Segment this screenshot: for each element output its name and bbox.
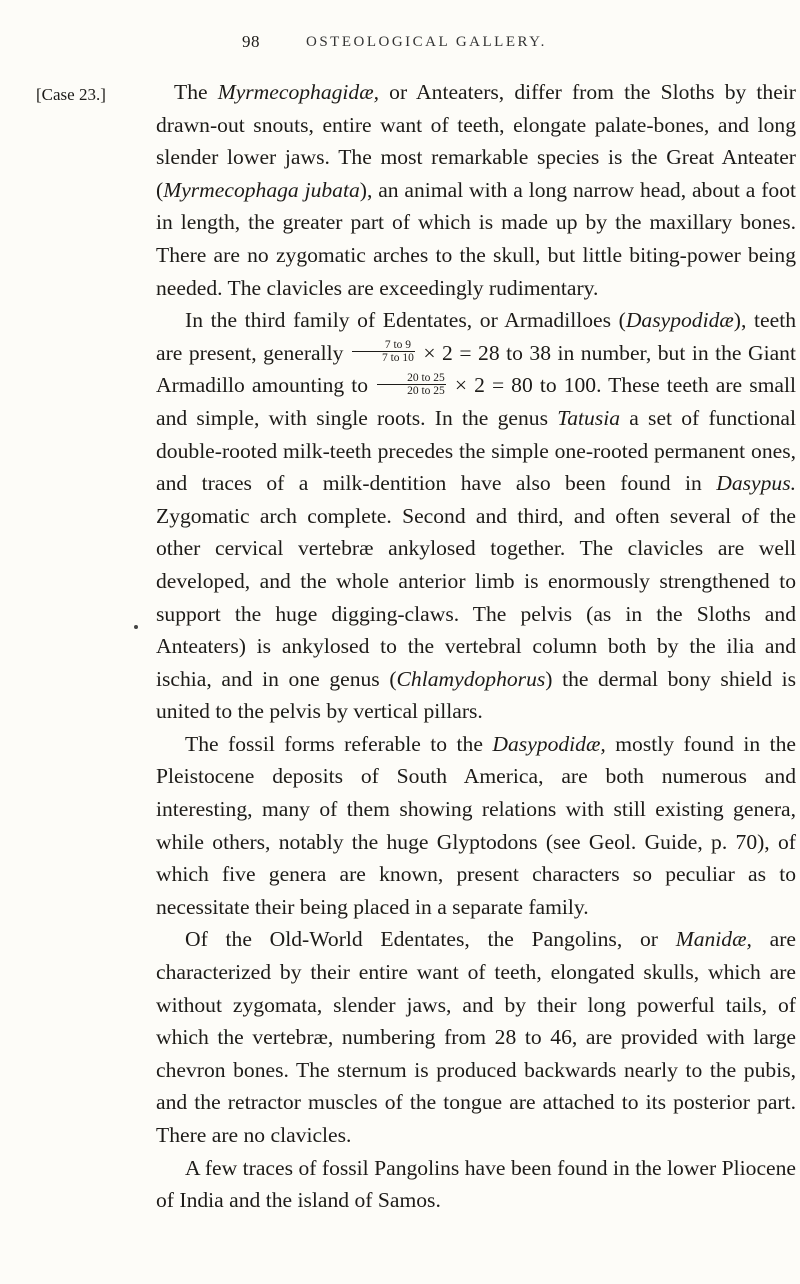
taxon-myrmecophagidae: Myrmecophagidæ,	[217, 80, 380, 104]
dental-fraction-giant: $\frac{20 to 25}{20 to 25}$	[377, 372, 446, 397]
running-title: OSTEOLOGICAL GALLERY.	[306, 34, 547, 50]
taxon-manidae: Manidæ,	[675, 927, 752, 952]
taxon-tatusia: Tatusia	[557, 405, 621, 430]
body-text	[156, 76, 796, 1217]
paragraph-pangolins: Of the Old-World Edentates, the Pangolins, or Manidæ, are characterized by their entire want of teeth, elongated skulls, which are without zygomata, slender jaws, and by their long powerful tails, of which the vertebræ, numbering from 28 to 46, are provided with large chevron bones. The sternum is produced backwards nearly to the pubis, and the retractor muscles of the tongue are attached to its posterior part. There are no clavicles.	[156, 927, 796, 1147]
taxon-myrmecophaga-jubata: Myrmecophaga jubata	[163, 177, 360, 202]
page-number: 98	[242, 32, 260, 51]
case-reference: [Case 23.]	[36, 85, 106, 104]
taxon-dasypodidae-fossil: Dasypodidæ,	[492, 731, 606, 756]
dental-fraction-common: $\frac{7 to 9}{7 to 10}$	[352, 339, 415, 364]
paragraph-anteaters: The Myrmecophagidæ, or Anteaters, differ from the Sloths by their drawn-out snouts, entire want of teeth, elongate palate-bones, and long slender lower jaws. The most remarkable species is the Great Anteater (Myrmecophaga jubata), an animal with a long narrow head, about a foot in length, the greater part of which is made up by the maxillary bones. There are no zygomatic arches to the skull, but little biting-power being needed. The clavicles are exceedingly rudimentary.	[156, 80, 796, 300]
taxon-chlamydophorus: Chlamydophorus	[396, 666, 546, 691]
paragraph-fossil-pangolins: A few traces of fossil Pangolins have been found in the lower Pliocene of India and the island of Samos.	[156, 1155, 796, 1213]
margin-mark	[134, 625, 138, 629]
paragraph-armadilloes: In the third family of Edentates, or Armadilloes (Dasypodidæ), teeth are present, generally $\frac{7 to 9}{7 to 10}$ × 2 = 28 to 38 in number, but in the Giant Armadillo amounting to $\frac{20 to 25}{20 to 25}$ × 2 = 80 to 100. These teeth are small and simple, with single roots. In the genus Tatusia a set of functional double-rooted milk-teeth precedes the simple one-rooted permanent ones, and traces of a milk-dentition have also been found in Dasypus. Zygomatic arch complete. Second and third, and often several of the other cervical vertebræ ankylosed together. The clavicles are well developed, and the whole anterior limb is enormously strengthened to support the huge digging-claws. The pelvis (as in the Sloths and Anteaters) is ankylosed to the vertebral column both by the ilia and ischia, and in one genus (Chlamydophorus) the dermal bony shield is united to the pelvis by vertical pillars.	[156, 308, 797, 724]
taxon-dasypus: Dasypus.	[716, 471, 796, 496]
paragraph-fossil-forms: The fossil forms referable to the Dasypodidæ, mostly found in the Pleistocene deposits of South America, are both numerous and interesting, many of them showing relations with still existing genera, while others, notably the huge Glyptodons (see Geol. Guide, p. 70), of which five genera are known, present characters so peculiar as to necessitate their being placed in a separate family.	[156, 731, 796, 919]
taxon-dasypodidae: Dasypodidæ	[625, 308, 734, 333]
